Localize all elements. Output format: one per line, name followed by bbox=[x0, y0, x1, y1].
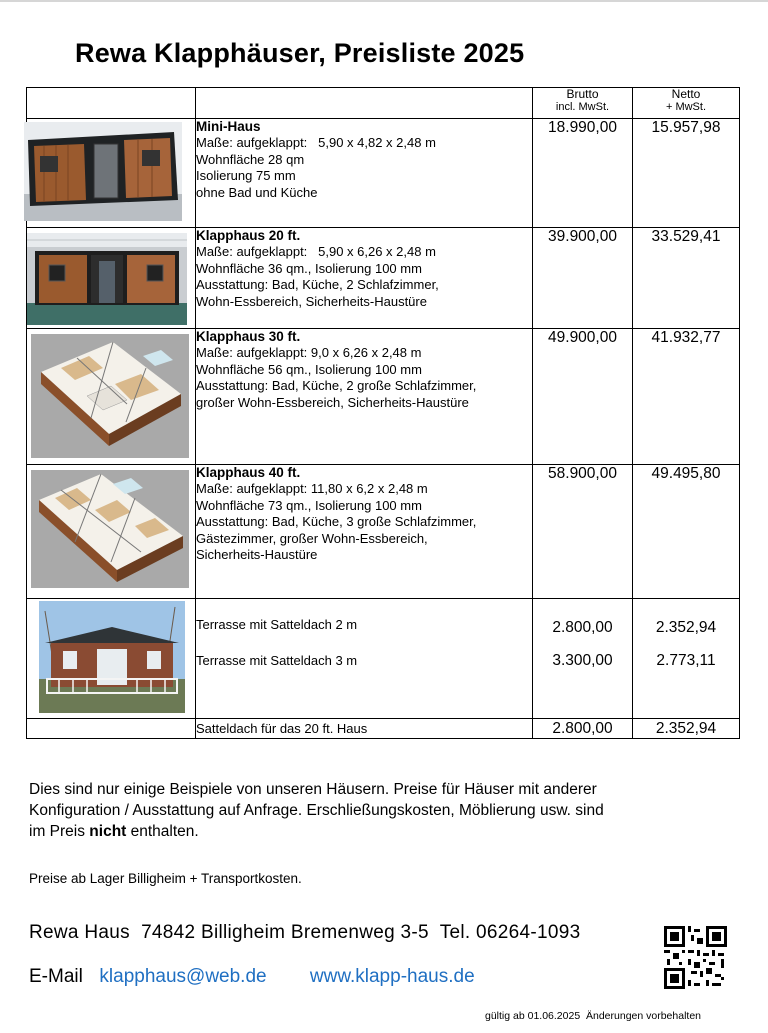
disclaimer-text: enthalten. bbox=[126, 823, 199, 840]
product-name: Klapphaus 30 ft. bbox=[196, 329, 301, 344]
price-netto: 49.495,80 bbox=[633, 465, 740, 599]
terrace-description bbox=[196, 599, 533, 719]
email-row bbox=[29, 966, 475, 988]
terrace-netto-cell bbox=[633, 599, 740, 719]
validity-note: gültig ab 01.06.2025 Änderungen vorbehalten bbox=[485, 1010, 702, 1022]
terrace-item: Terrasse mit Satteldach 3 m bbox=[196, 653, 358, 669]
product-image-cell bbox=[27, 465, 196, 599]
header-brutto bbox=[533, 88, 633, 119]
header-brutto-label: Brutto bbox=[566, 87, 599, 101]
product-detail: Wohnfläche 28 qm bbox=[196, 151, 305, 167]
product-detail: Ausstattung: Bad, Küche, 2 große Schlafzimmer, bbox=[196, 378, 477, 394]
price-netto: 41.932,77 bbox=[633, 329, 740, 465]
product-description bbox=[196, 465, 533, 599]
price-brutto: 3.300,00 bbox=[552, 652, 613, 669]
price-table bbox=[26, 87, 740, 739]
disclaimer-line: Dies sind nur einige Beispiele von unseren Häusern. Preise für Häuser mit anderer bbox=[29, 781, 597, 798]
email-link[interactable]: klapphaus@web.de bbox=[99, 966, 267, 987]
klapphaus-30-floorplan bbox=[31, 334, 189, 458]
table-row-terrasse bbox=[27, 599, 740, 719]
terrasse-photo bbox=[39, 601, 185, 713]
header-brutto-sub: incl. MwSt. bbox=[555, 101, 610, 113]
product-name: Klapphaus 20 ft. bbox=[196, 228, 301, 243]
top-border bbox=[0, 0, 768, 2]
disclaimer-line bbox=[29, 821, 604, 842]
empty-image-cell bbox=[27, 719, 196, 739]
disclaimer-emphasis: nicht bbox=[89, 823, 127, 840]
table-header-row bbox=[27, 88, 740, 119]
product-detail: ohne Bad und Küche bbox=[196, 184, 318, 200]
lager-note: Preise ab Lager Billigheim + Transportkosten. bbox=[29, 871, 302, 886]
disclaimer-paragraph bbox=[29, 779, 604, 842]
product-detail: großer Wohn-Essbereich, Sicherheits-Haustüre bbox=[196, 394, 469, 410]
product-image-cell bbox=[27, 599, 196, 719]
price-brutto: 39.900,00 bbox=[533, 228, 633, 329]
price-netto: 2.773,11 bbox=[656, 652, 716, 669]
product-detail: Isolierung 75 mm bbox=[196, 168, 296, 184]
terrace-item: Terrasse mit Satteldach 2 m bbox=[196, 617, 358, 632]
product-image-cell bbox=[27, 329, 196, 465]
website-link[interactable]: www.klapp-haus.de bbox=[309, 966, 475, 987]
product-detail: Gästezimmer, großer Wohn-Essbereich, bbox=[196, 530, 428, 546]
price-brutto: 58.900,00 bbox=[533, 465, 633, 599]
contact-address: Rewa Haus 74842 Billigheim Bremenweg 3-5 Tel. 06264-1093 bbox=[29, 922, 581, 943]
page-title: Rewa Klapphäuser, Preisliste 2025 bbox=[75, 38, 525, 68]
klapphaus-40-floorplan bbox=[31, 470, 189, 588]
mini-haus-photo bbox=[24, 122, 182, 221]
email-label: E-Mail bbox=[29, 966, 89, 987]
table-row-mini-haus bbox=[27, 119, 740, 228]
header-netto-label: Netto bbox=[671, 87, 701, 101]
product-detail: Wohn-Essbereich, Sicherheits-Haustüre bbox=[196, 293, 427, 309]
header-netto-sub: + MwSt. bbox=[665, 101, 707, 113]
product-detail: Maße: aufgeklappt: 5,90 x 6,26 x 2,48 m bbox=[196, 244, 436, 260]
product-detail: Wohnfläche 56 qm., Isolierung 100 mm bbox=[196, 361, 422, 377]
table-row-klapphaus-20 bbox=[27, 228, 740, 329]
header-empty-desc bbox=[196, 88, 533, 119]
price-brutto: 2.800,00 bbox=[552, 619, 613, 636]
klapphaus-20-photo bbox=[27, 233, 187, 325]
price-netto: 2.352,94 bbox=[655, 619, 717, 636]
header-empty-image bbox=[27, 88, 196, 119]
product-detail: Ausstattung: Bad, Küche, 3 große Schlafzimmer, bbox=[196, 514, 477, 530]
product-description bbox=[196, 119, 533, 228]
price-brutto: 2.800,00 bbox=[533, 719, 633, 739]
product-description bbox=[196, 228, 533, 329]
qr-code-icon bbox=[664, 926, 727, 989]
product-detail: Wohnfläche 73 qm., Isolierung 100 mm bbox=[196, 497, 422, 513]
product-detail: Maße: aufgeklappt: 5,90 x 4,82 x 2,48 m bbox=[196, 135, 436, 151]
price-netto: 2.352,94 bbox=[633, 719, 740, 739]
terrace-brutto-cell bbox=[533, 599, 633, 719]
price-netto: 15.957,98 bbox=[633, 119, 740, 228]
product-detail: Maße: aufgeklappt: 9,0 x 6,26 x 2,48 m bbox=[196, 345, 422, 361]
table-row-klapphaus-30 bbox=[27, 329, 740, 465]
price-brutto: 18.990,00 bbox=[533, 119, 633, 228]
product-detail: Ausstattung: Bad, Küche, 2 Schlafzimmer, bbox=[196, 277, 439, 293]
table-row-klapphaus-40 bbox=[27, 465, 740, 599]
product-name: Mini-Haus bbox=[196, 119, 261, 134]
product-detail: Maße: aufgeklappt: 11,80 x 6,2 x 2,48 m bbox=[196, 481, 428, 497]
disclaimer-text: im Preis bbox=[29, 823, 90, 840]
product-image-cell bbox=[27, 119, 196, 228]
price-brutto: 49.900,00 bbox=[533, 329, 633, 465]
product-detail: Sicherheits-Haustüre bbox=[196, 547, 318, 563]
price-netto: 33.529,41 bbox=[633, 228, 740, 329]
roof-item: Satteldach für das 20 ft. Haus bbox=[196, 719, 533, 739]
disclaimer-line: Konfiguration / Ausstattung auf Anfrage. Erschließungskosten, Möblierung usw. sind bbox=[29, 802, 604, 819]
product-detail: Wohnfläche 36 qm., Isolierung 100 mm bbox=[196, 260, 422, 276]
product-name: Klapphaus 40 ft. bbox=[196, 465, 301, 480]
header-netto bbox=[633, 88, 740, 119]
product-description bbox=[196, 329, 533, 465]
product-image-cell bbox=[27, 228, 196, 329]
table-row-satteldach bbox=[27, 719, 740, 739]
